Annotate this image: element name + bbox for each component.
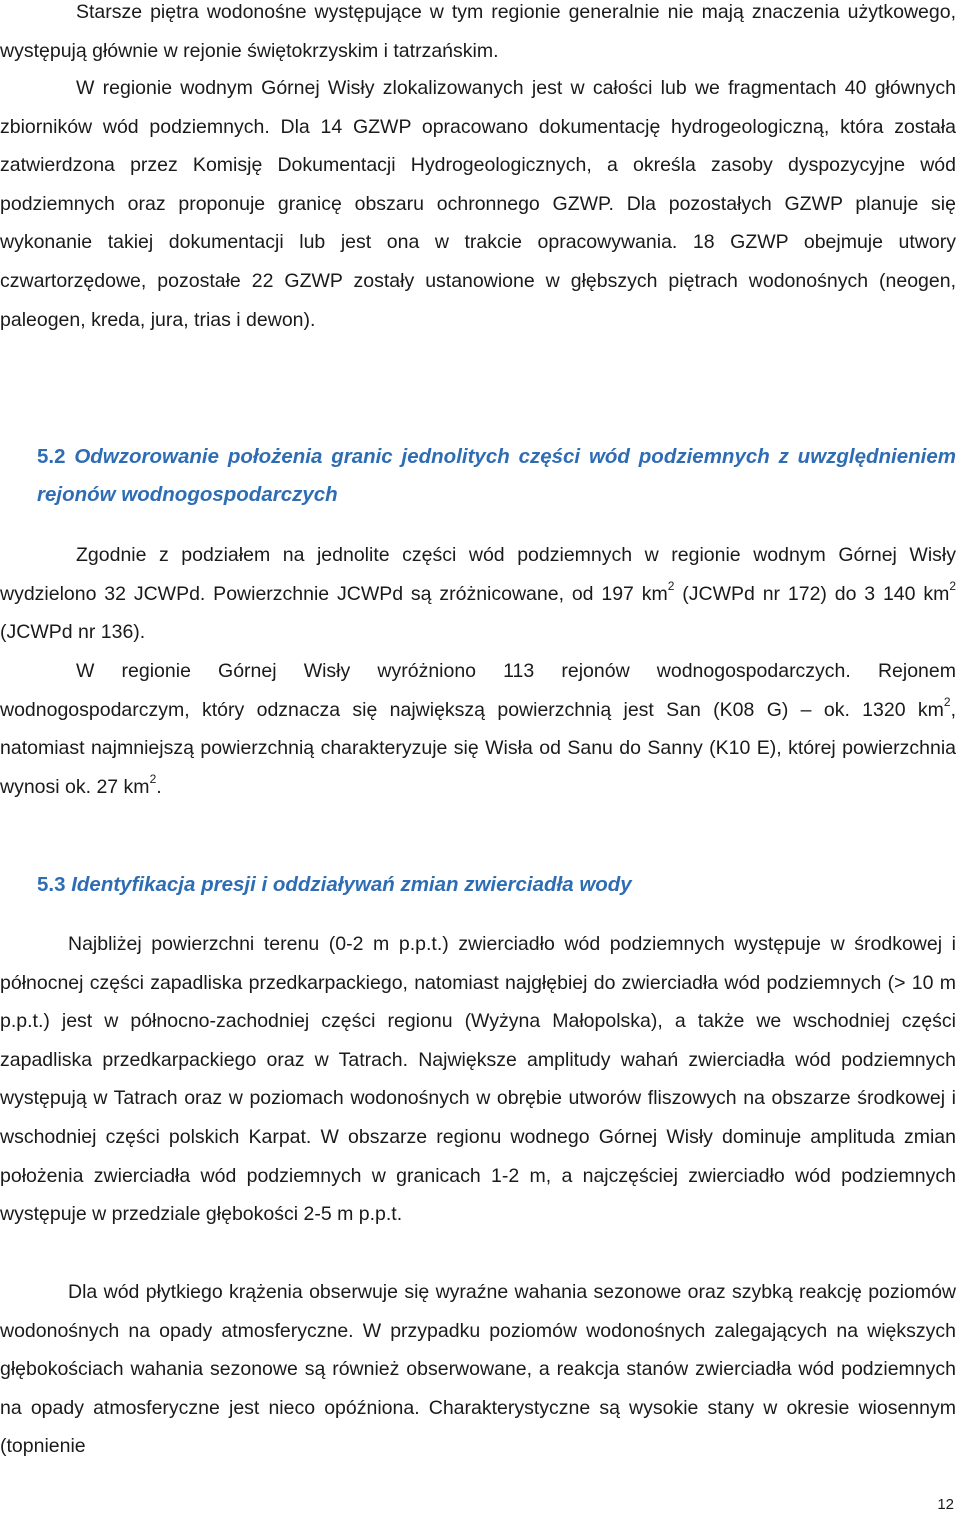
section-title: Identyfikacja presji i oddziaływań zmian zwierciadła wody: [71, 873, 632, 896]
paragraph-text: Dla wód płytkiego krążenia obserwuje się wyraźne wahania sezonowe oraz szybką reakcję poziomów wodonośnych na opady atmosferyczne. W przypadku poziomów wodonośnych zalegających na większych głębokościach wahania sezonowe są również obserwowane, a reakcja stanów zwierciadła wód podziemnych na opady atmosferyczne jest nieco opóźniona. Charakterystyczne są wysokie stany w okresie wiosennym (topnienie: [0, 1281, 956, 1458]
paragraph-text: (JCWPd nr 172) do 3 140 km: [674, 582, 950, 605]
paragraph-text: .: [156, 775, 162, 798]
paragraph-jcwpd: [0, 536, 956, 652]
paragraph-groundwater-depth: [0, 925, 956, 1234]
paragraph-water-regions: [0, 652, 956, 806]
page-number: 12: [937, 1496, 954, 1513]
paragraph-aquifers-older: [0, 0, 956, 70]
section-number: 5.3: [37, 873, 66, 896]
paragraph-text: (JCWPd nr 136).: [0, 621, 146, 644]
paragraph-text: , natomiast najmniejszą powierzchnią charakteryzuje się Wisła od Sanu do Sanny (K10 E), której powierzchnia wynosi ok. 27 km: [0, 698, 956, 798]
superscript: 2: [943, 695, 951, 710]
section-heading-5-2: [37, 438, 956, 514]
paragraph-text: Zgodnie z podziałem na jednolite części wód podziemnych w regionie wodnym Górnej Wisły wydzielono 32 JCWPd. Powierzchnie JCWPd są zróżnicowane, od 197 km: [0, 544, 956, 605]
section-title: Odwzorowanie położenia granic jednolitych części wód podziemnych z uwzględnieniem rejonów wodnogospodarczych: [37, 445, 957, 506]
paragraph-text: W regionie wodnym Górnej Wisły zlokalizowanych jest w całości lub we fragmentach 40 głównych zbiorników wód podziemnych. Dla 14 GZWP opracowano dokumentację hydrogeologiczną, która została zatwierdzona przez Komisję Dokumentacji Hydrogeologicznych, a określa zasoby dyspozycyjne wód podziemnych oraz proponuje granicę obszaru ochronnego GZWP. Dla pozostałych GZWP planuje się wykonanie takiej dokumentacji lub jest ona w trakcie opracowywania. 18 GZWP obejmuje utwory czwartorzędowe, pozostałe 22 GZWP zostały ustanowione w głębszych piętrach wodonośnych (neogen, paleogen, kreda, jura, trias i dewon).: [0, 77, 956, 331]
paragraph-seasonal-fluctuations: [0, 1273, 956, 1466]
superscript: 2: [949, 579, 957, 594]
paragraph-text: Starsze piętra wodonośne występujące w tym regionie generalnie nie mają znaczenia użytkowego, występują głównie w rejonie świętokrzyskim i tatrzańskim.: [0, 1, 956, 62]
paragraph-gzwp: [0, 69, 956, 339]
superscript: 2: [149, 772, 157, 787]
superscript: 2: [667, 579, 675, 594]
section-number: 5.2: [37, 445, 66, 468]
paragraph-text: W regionie Górnej Wisły wyróżniono 113 rejonów wodnogospodarczych. Rejonem wodnogospodarczym, który odznacza się największą powierzchnią jest San (K08 G) – ok. 1320 km: [0, 660, 956, 721]
section-heading-5-3: [37, 866, 956, 904]
paragraph-text: Najbliżej powierzchni terenu (0-2 m p.p.t.) zwierciadło wód podziemnych występuje w środkowej i północnej części zapadliska przedkarpackiego, natomiast najgłębiej do zwierciadła wód podziemnych (> 10 m p.p.t.) jest w północno-zachodniej części regionu (Wyżyna Małopolska), a także we wschodniej części zapadliska przedkarpackiego oraz w Tatrach. Największe amplitudy wahań zwierciadła wód podziemnych występują w Tatrach oraz w poziomach wodonośnych w obrębie utworów fliszowych na obszarze środkowej i wschodniej części polskich Karpat. W obszarze regionu wodnego Górnej Wisły dominuje amplituda zmian położenia zwierciadła wód podziemnych w granicach 1-2 m, a najczęściej zwierciadło wód podziemnych występuje w przedziale głębokości 2-5 m p.p.t.: [0, 933, 956, 1226]
